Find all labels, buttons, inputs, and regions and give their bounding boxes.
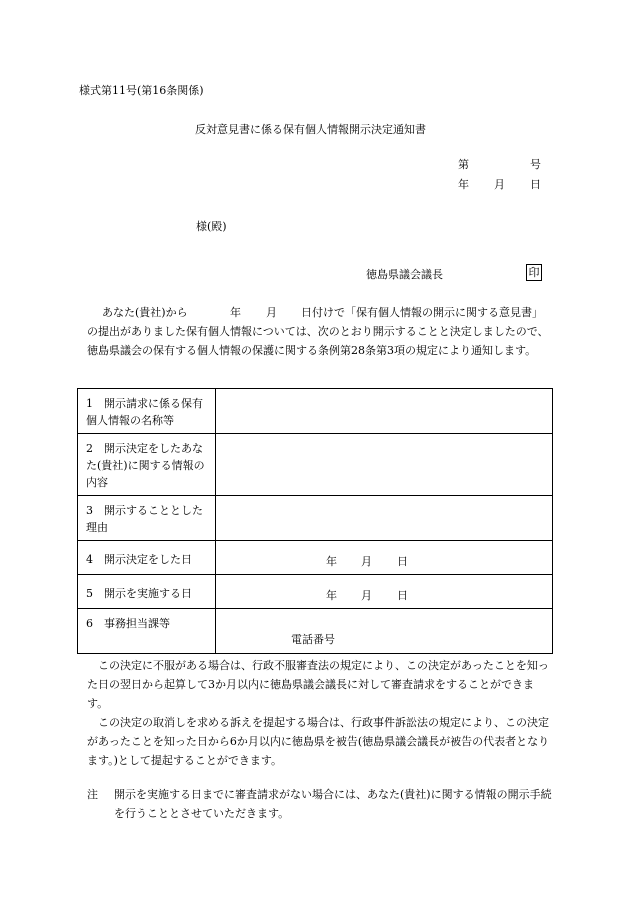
appeal-notice: この決定に不服がある場合は、行政不服審査法の規定により、この決定があったことを知った日の翌日から起算して3か月以内に徳島県議会議長に対して審査請求をすることができます。	[87, 659, 549, 710]
table-row	[78, 434, 553, 496]
addressee: 様(殿)	[196, 220, 227, 233]
intro-paragraph	[87, 303, 553, 360]
table-row	[78, 389, 553, 434]
doc-number-prefix: 第	[458, 158, 469, 171]
row-implementation-date-value	[216, 575, 553, 609]
intro-year: 年	[230, 306, 241, 319]
intro-body: の提出がありました保有個人情報については、次のとおり開示することと決定しましたので、徳島県議会の保有する個人情報の保護に関する条例第28条第3項の規定により通知します。	[87, 325, 549, 357]
phone-label: 電話番号	[291, 633, 335, 646]
row-decision-date-value	[216, 541, 553, 575]
row-info-name-label: 1 開示請求に係る保有個人情報の名称等	[86, 397, 203, 427]
decision-month: 月	[361, 555, 372, 568]
implementation-day: 日	[397, 589, 408, 602]
information-table	[77, 388, 553, 654]
row-decision-date-label: 4 開示決定をした日	[86, 553, 192, 566]
lawsuit-notice: この決定の取消しを求める訴えを提起する場合は、行政事件訴訟法の規定により、この決定があったことを知った日から6か月以内に徳島県を被告(徳島県議会議長が被告の代表者となります。)として提起することができます。	[87, 716, 550, 767]
row-implementation-date-label: 5 開示を実施する日	[86, 587, 192, 600]
sender-name: 徳島県議会議長	[366, 268, 443, 281]
issue-date-year: 年	[458, 178, 469, 191]
implementation-year: 年	[326, 589, 337, 602]
row-reason-value	[216, 496, 553, 541]
table-row	[78, 541, 553, 575]
row-reason-label: 3 開示することとした理由	[86, 504, 203, 534]
seal-stamp-mark: 印	[526, 264, 542, 281]
footnote	[87, 785, 553, 823]
note-label: 注	[87, 788, 98, 801]
form-number: 様式第11号(第16条関係)	[79, 84, 204, 97]
intro-month: 月	[266, 306, 277, 319]
table-row	[78, 609, 553, 654]
intro-dated: 日付けで「保有個人情報の開示に関する意見書」	[301, 306, 543, 319]
document-title: 反対意見書に係る保有個人情報開示決定通知書	[195, 123, 426, 136]
row-department-label: 6 事務担当課等	[86, 617, 170, 630]
issue-date-day: 日	[530, 178, 541, 191]
row-disclosed-content-label: 2 開示決定をしたあなた(貴社)に関する情報の内容	[86, 442, 205, 489]
intro-from: あなた(貴社)から	[102, 306, 188, 319]
row-disclosed-content-value	[216, 434, 553, 496]
decision-year: 年	[326, 555, 337, 568]
issue-date-month: 月	[494, 178, 505, 191]
table-row	[78, 575, 553, 609]
row-department-value	[216, 609, 553, 654]
decision-day: 日	[397, 555, 408, 568]
doc-number-suffix: 号	[530, 158, 541, 171]
table-row	[78, 496, 553, 541]
note-text: 開示を実施する日までに審査請求がない場合には、あなた(貴社)に関する情報の開示手続を行うこととさせていただきます。	[114, 788, 552, 820]
implementation-month: 月	[361, 589, 372, 602]
row-info-name-value	[216, 389, 553, 434]
